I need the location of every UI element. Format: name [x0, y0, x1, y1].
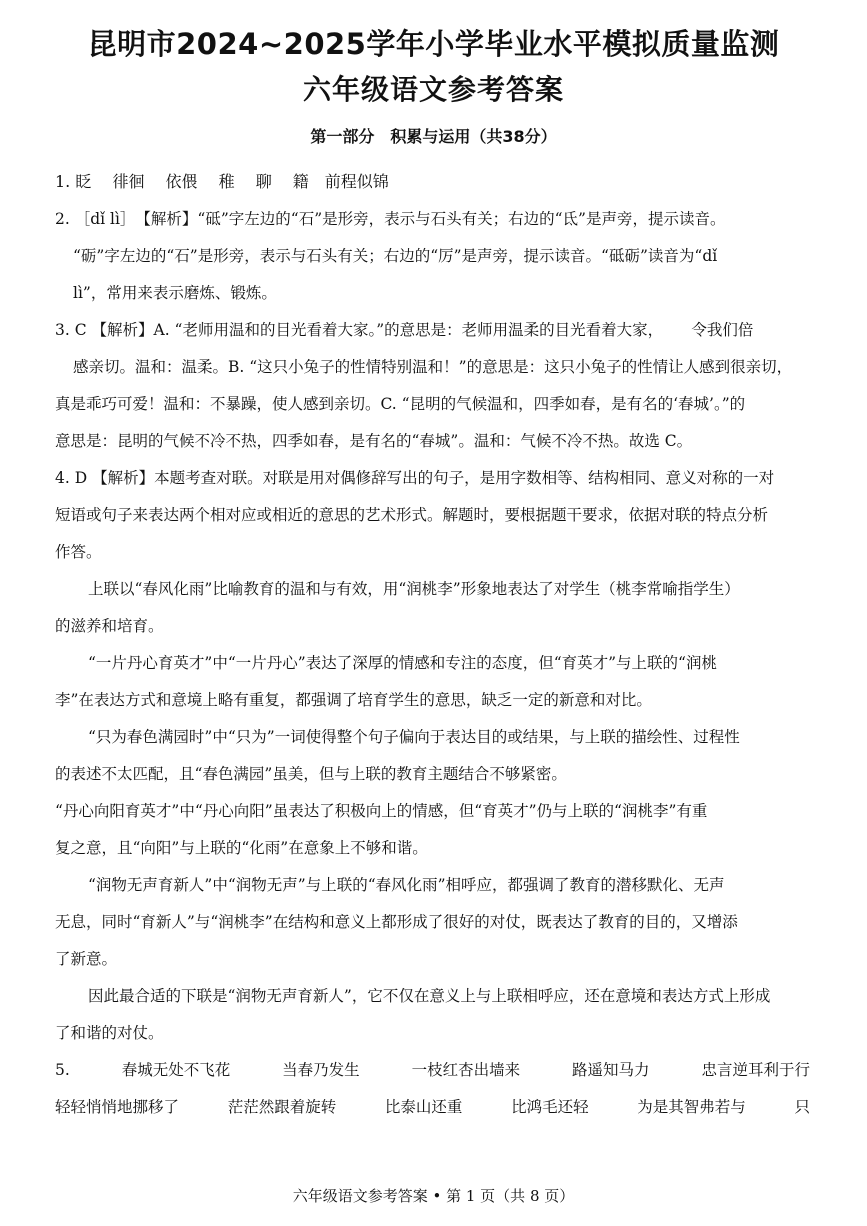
q5-answer: 春城无处不飞花 [121, 1061, 231, 1079]
q5-answer: 一枝红杏出墙来 [411, 1061, 521, 1079]
q5-answer: 茫茫然跟着旋转 [227, 1098, 337, 1116]
section-heading: 第一部分 积累与运用（共38分） [310, 127, 557, 146]
q4-para2-line2: 李”在表达方式和意境上略有重复，都强调了培育学生的意思，缺乏一定的新意和对比。 [55, 691, 652, 709]
q4-para1-line2: 的滋养和培育。 [55, 617, 164, 635]
q5-answers-row-1 [55, 1059, 810, 1081]
q5-answer: 轻轻悄悄地挪移了 [55, 1098, 180, 1116]
q3-line-4: 意思是：昆明的气候不冷不热，四季如春，是有名的“春城”。温和：气候不冷不热。故选 C。 [55, 432, 693, 450]
q5-number: 5. [55, 1061, 70, 1079]
q4-line-3: 作答。 [55, 543, 102, 561]
page-footer: 六年级语文参考答案 • 第 1 页（共 8 页） [292, 1187, 575, 1205]
q2-line-3: lì”，常用来表示磨炼、锻炼。 [73, 284, 277, 302]
q4-para5-line3: 了新意。 [55, 950, 118, 968]
q3-line-2: 感亲切。温和：温柔。B. “这只小兔子的性情特别温和！”的意思是：这只小兔子的性情让人感到很亲切， [73, 358, 793, 376]
q5-answer: 路遥知马力 [572, 1061, 650, 1079]
q4-line-2: 短语或句子来表达两个相对应或相近的意思的艺术形式。解题时，要根据题干要求，依据对联的特点分析 [55, 506, 769, 524]
q5-answer: 当春乃发生 [282, 1061, 360, 1079]
q5-answer: 比鸿毛还轻 [511, 1098, 589, 1116]
q5-answer: 为是其智弗若与 [637, 1098, 746, 1116]
q4-para1-line1: 上联以“春风化雨”比喻教育的温和与有效，用“润桃李”形象地表达了对学生（桃李常喻指学生） [88, 580, 740, 598]
q1-answer: 1. 眨 徘徊 依偎 稚 聊 籍 前程似锦 [55, 172, 389, 191]
q4-para2-line1: “一片丹心育英才”中“一片丹心”表达了深厚的情感和专注的态度，但“育英才”与上联的“润桃 [88, 654, 717, 672]
q3-line-1: 3. C 【解析】A. “老师用温和的目光看着大家。”的意思是：老师用温柔的目光看着大家， 令我们倍 [55, 321, 754, 339]
q4-para5-line1: “润物无声育新人”中“润物无声”与上联的“春风化雨”相呼应，都强调了教育的潜移默化、无声 [88, 876, 725, 894]
q4-para4-line1: “丹心向阳育英才”中“丹心向阳”虽表达了积极向上的情感，但“育英才”仍与上联的“润桃李”有重 [55, 802, 708, 820]
q3-line-3: 真是乖巧可爱！温和：不暴躁，使人感到亲切。C. “昆明的气候温和，四季如春，是有名的‘春城’。”的 [55, 395, 746, 413]
q4-para3-line1: “只为春色满园时”中“只为”一词使得整个句子偏向于表达目的或结果，与上联的描绘性、过程性 [88, 728, 740, 746]
q4-line-1: 4. D 【解析】本题考查对联。对联是用对偶修辞写出的句子，是用字数相等、结构相同、意义对称的一对 [55, 469, 775, 487]
q4-para4-line2: 复之意，且“向阳”与上联的“化雨”在意象上不够和谐。 [55, 839, 428, 857]
q4-para3-line2: 的表述不太匹配，且“春色满园”虽美，但与上联的教育主题结合不够紧密。 [55, 765, 567, 783]
q2-line-1: 2. ［dǐ lì］ 【解析】“砥”字左边的“石”是形旁，表示与石头有关；右边的“氐”是声旁，提示读音。 [55, 210, 726, 228]
q4-para6-line1: 因此最合适的下联是“润物无声育新人”，它不仅在意义上与上联相呼应，还在意境和表达方式上形成 [88, 987, 771, 1005]
answer-key-title: 六年级语文参考答案 [302, 73, 564, 106]
q4-para6-line2: 了和谐的对仗。 [55, 1024, 164, 1042]
q5-answer: 只 [794, 1098, 810, 1116]
q2-line-2: “砺”字左边的“石”是形旁，表示与石头有关；右边的“厉”是声旁，提示读音。“砥砺”读音为“dǐ [73, 247, 718, 265]
exam-title: 昆明市2024~2025学年小学毕业水平模拟质量监测 [87, 27, 780, 61]
q4-para5-line2: 无息，同时“育新人”与“润桃李”在结构和意义上都形成了很好的对仗，既表达了教育的目的，又增添 [55, 913, 738, 931]
q5-answer: 忠言逆耳利于行 [701, 1061, 810, 1079]
q5-answer: 比泰山还重 [384, 1098, 463, 1116]
q5-answers-row-2 [55, 1096, 810, 1118]
